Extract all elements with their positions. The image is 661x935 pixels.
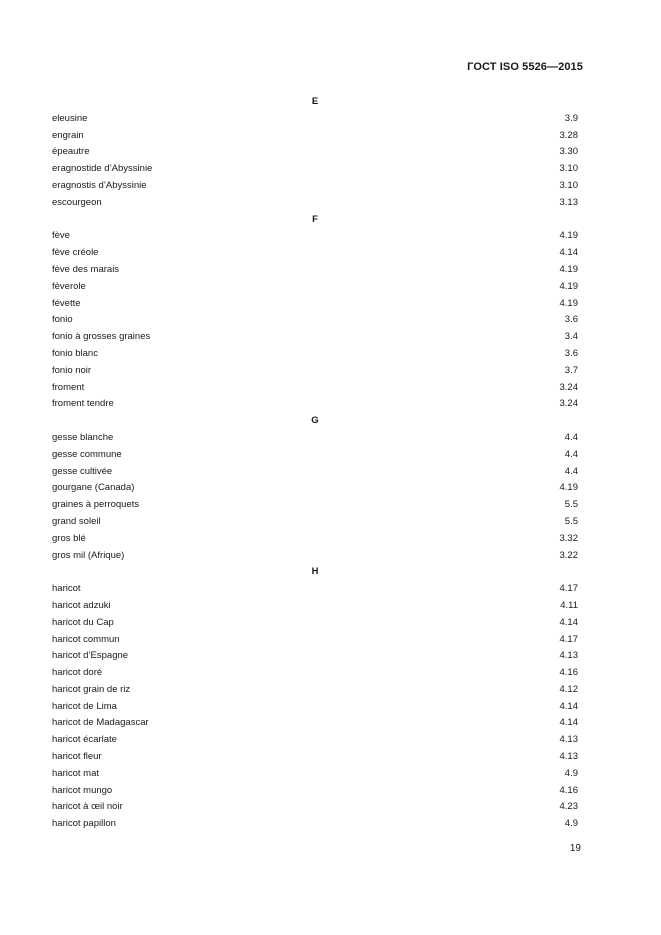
entry-reference: 3.7 xyxy=(564,364,578,376)
entry-term: fève des marais xyxy=(52,263,120,275)
entry-term: froment xyxy=(52,381,85,393)
entry-term: haricot grain de riz xyxy=(52,683,131,695)
index-entry xyxy=(52,480,578,497)
standard-header: ГОСТ ISO 5526—2015 xyxy=(467,61,583,73)
entry-term: haricot commun xyxy=(52,633,120,645)
entry-term: froment tendre xyxy=(52,398,114,410)
entry-term: escourgeon xyxy=(52,196,102,208)
entry-reference: 3.24 xyxy=(559,381,578,393)
index-entry xyxy=(52,447,578,464)
entry-reference: 3.6 xyxy=(564,347,578,359)
section-letter: G xyxy=(311,415,319,427)
entry-reference: 4.12 xyxy=(559,683,578,695)
alphabetical-index xyxy=(52,94,578,833)
index-entry xyxy=(52,581,578,598)
index-entry xyxy=(52,380,578,397)
index-entry xyxy=(52,749,578,766)
entry-reference: 5.5 xyxy=(564,515,578,527)
index-entry xyxy=(52,682,578,699)
index-entry xyxy=(52,548,578,565)
page-number: 19 xyxy=(569,843,581,854)
index-entry xyxy=(52,396,578,413)
entry-reference: 3.30 xyxy=(559,146,578,158)
entry-reference: 4.11 xyxy=(560,599,578,611)
index-entry xyxy=(52,732,578,749)
entry-term: épeautre xyxy=(52,146,90,158)
index-entry xyxy=(52,497,578,514)
index-entry xyxy=(52,598,578,615)
entry-term: fonio xyxy=(52,314,73,326)
entry-reference: 4.4 xyxy=(564,431,578,443)
index-entry xyxy=(52,279,578,296)
entry-reference: 4.16 xyxy=(559,667,578,679)
entry-reference: 4.23 xyxy=(559,801,578,813)
entry-reference: 3.10 xyxy=(559,179,578,191)
entry-term: haricot papillon xyxy=(52,818,116,830)
index-entry xyxy=(52,312,578,329)
entry-reference: 3.22 xyxy=(559,549,578,561)
entry-reference: 3.10 xyxy=(559,163,578,175)
index-entry xyxy=(52,296,578,313)
index-entry xyxy=(52,632,578,649)
index-entry xyxy=(52,615,578,632)
section-letter: H xyxy=(311,566,319,578)
index-entry xyxy=(52,228,578,245)
entry-term: haricot à œil noir xyxy=(52,801,123,813)
entry-term: haricot écarlate xyxy=(52,734,117,746)
entry-term: haricot fleur xyxy=(52,751,102,763)
index-entry xyxy=(52,144,578,161)
entry-term: haricot de Madagascar xyxy=(52,717,149,729)
entry-reference: 4.14 xyxy=(559,247,578,259)
entry-term: haricot mat xyxy=(52,767,99,779)
index-entry xyxy=(52,430,578,447)
entry-term: févette xyxy=(52,297,81,309)
entry-term: haricot doré xyxy=(52,667,103,679)
entry-reference: 4.4 xyxy=(564,448,578,460)
index-entry xyxy=(52,531,578,548)
entry-term: fonio noir xyxy=(52,364,92,376)
index-entry xyxy=(52,665,578,682)
index-entry xyxy=(52,262,578,279)
entry-reference: 4.19 xyxy=(559,280,578,292)
entry-term: gourgane (Canada) xyxy=(52,482,135,494)
index-entry xyxy=(52,128,578,145)
entry-term: haricot mungo xyxy=(52,784,113,796)
entry-term: haricot xyxy=(52,583,81,595)
entry-reference: 3.28 xyxy=(559,129,578,141)
entry-term: fèverole xyxy=(52,280,86,292)
entry-term: gesse blanche xyxy=(52,431,114,443)
index-entry xyxy=(52,699,578,716)
entry-term: haricot adzuki xyxy=(52,599,111,611)
entry-reference: 4.16 xyxy=(559,784,578,796)
index-entry xyxy=(52,329,578,346)
entry-reference: 4.14 xyxy=(559,717,578,729)
index-entry xyxy=(52,363,578,380)
entry-reference: 4.9 xyxy=(564,818,578,830)
entry-reference: 3.6 xyxy=(564,314,578,326)
entry-reference: 3.13 xyxy=(559,196,578,208)
section-letter: E xyxy=(311,96,319,107)
entry-reference: 4.14 xyxy=(559,616,578,628)
entry-reference: 4.19 xyxy=(559,297,578,309)
entry-reference: 3.9 xyxy=(564,112,578,124)
entry-reference: 3.32 xyxy=(559,532,578,544)
entry-term: fève xyxy=(52,230,70,242)
index-entry xyxy=(52,816,578,833)
entry-term: gros blé xyxy=(52,532,86,544)
entry-term: haricot de Lima xyxy=(52,700,117,712)
index-entry xyxy=(52,648,578,665)
entry-term: grand soleil xyxy=(52,515,101,527)
entry-reference: 4.9 xyxy=(564,767,578,779)
index-entry xyxy=(52,715,578,732)
entry-term: gros mil (Afrique) xyxy=(52,549,125,561)
entry-reference: 3.24 xyxy=(559,398,578,410)
index-entry xyxy=(52,514,578,531)
entry-reference: 4.19 xyxy=(559,263,578,275)
entry-reference: 4.19 xyxy=(559,230,578,242)
entry-term: eragnostis d’Abyssinie xyxy=(52,179,147,191)
entry-term: fève créole xyxy=(52,247,99,259)
index-entry xyxy=(52,245,578,262)
entry-reference: 4.14 xyxy=(559,700,578,712)
index-entry xyxy=(52,766,578,783)
entry-reference: 4.13 xyxy=(559,751,578,763)
entry-reference: 4.17 xyxy=(559,633,578,645)
section-letter: F xyxy=(312,213,318,225)
entry-term: gesse commune xyxy=(52,448,122,460)
entry-term: eragnostide d’Abyssinie xyxy=(52,163,153,175)
entry-reference: 4.17 xyxy=(559,583,578,595)
index-entry xyxy=(52,195,578,212)
index-entry xyxy=(52,799,578,816)
entry-reference: 4.19 xyxy=(559,482,578,494)
entry-reference: 3.4 xyxy=(564,331,578,343)
index-entry xyxy=(52,464,578,481)
index-entry xyxy=(52,161,578,178)
entry-term: fonio blanc xyxy=(52,347,98,359)
entry-term: gesse cultivée xyxy=(52,465,113,477)
entry-term: engrain xyxy=(52,129,84,141)
entry-term: graines à perroquets xyxy=(52,499,140,511)
entry-reference: 5.5 xyxy=(564,499,578,511)
entry-reference: 4.4 xyxy=(564,465,578,477)
entry-term: eleusine xyxy=(52,112,88,124)
entry-term: haricot d’Espagne xyxy=(52,650,129,662)
index-entry xyxy=(52,783,578,800)
entry-reference: 4.13 xyxy=(559,650,578,662)
index-entry xyxy=(52,178,578,195)
index-entry xyxy=(52,111,578,128)
entry-reference: 4.13 xyxy=(559,734,578,746)
index-entry xyxy=(52,346,578,363)
entry-term: fonio à grosses graines xyxy=(52,331,151,343)
entry-term: haricot du Cap xyxy=(52,616,114,628)
